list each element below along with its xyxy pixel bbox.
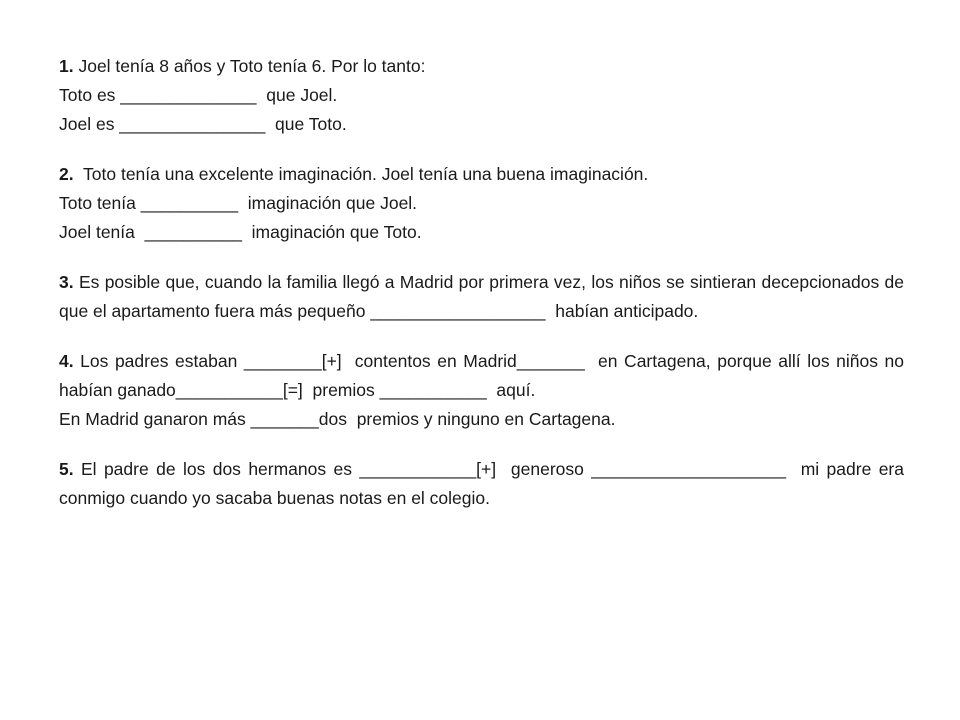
- exercise-line: [59, 347, 909, 405]
- exercise-number: 3.: [59, 272, 74, 292]
- exercise-number: 2.: [59, 164, 74, 184]
- exercise-text: Es posible que, cuando la familia llegó a Madrid por primera vez, los niños se sintieran decepcionados de que el apartamento fuera más pequeño __________________ habían anticipado.: [59, 272, 909, 321]
- exercise-2: [59, 160, 904, 247]
- exercise-1: [59, 52, 904, 139]
- exercise-number: 1.: [59, 56, 74, 76]
- exercise-text: Toto tenía una excelente imaginación. Joel tenía una buena imaginación.: [73, 164, 649, 184]
- exercise-line: [59, 268, 909, 326]
- exercise-line: Joel tenía __________ imaginación que Toto.: [59, 222, 422, 242]
- exercise-line: [59, 455, 909, 513]
- exercise-line: [59, 52, 904, 81]
- exercise-number: 5.: [59, 459, 74, 479]
- exercise-line: Joel es _______________ que Toto.: [59, 114, 347, 134]
- exercise-line: Toto es ______________ que Joel.: [59, 85, 338, 105]
- exercise-3: [59, 268, 909, 326]
- exercise-line: En Madrid ganaron más _______dos premios y ninguno en Cartagena.: [59, 409, 616, 429]
- exercise-text: Joel tenía 8 años y Toto tenía 6. Por lo tanto:: [73, 56, 426, 76]
- worksheet: [59, 52, 909, 534]
- exercise-line: [59, 160, 904, 189]
- exercise-4: [59, 347, 909, 434]
- exercise-number: 4.: [59, 351, 74, 371]
- exercise-text: El padre de los dos hermanos es ____________[+] generoso ____________________ mi padre era conmigo cuando yo sacaba buenas notas en el colegio.: [59, 459, 909, 508]
- exercise-line: Toto tenía __________ imaginación que Joel.: [59, 193, 418, 213]
- exercise-text: Los padres estaban ________[+] contentos en Madrid_______ en Cartagena, porque allí los niños no habían ganado___________[=] premios ___________ aquí.: [59, 351, 909, 400]
- exercise-5: [59, 455, 909, 513]
